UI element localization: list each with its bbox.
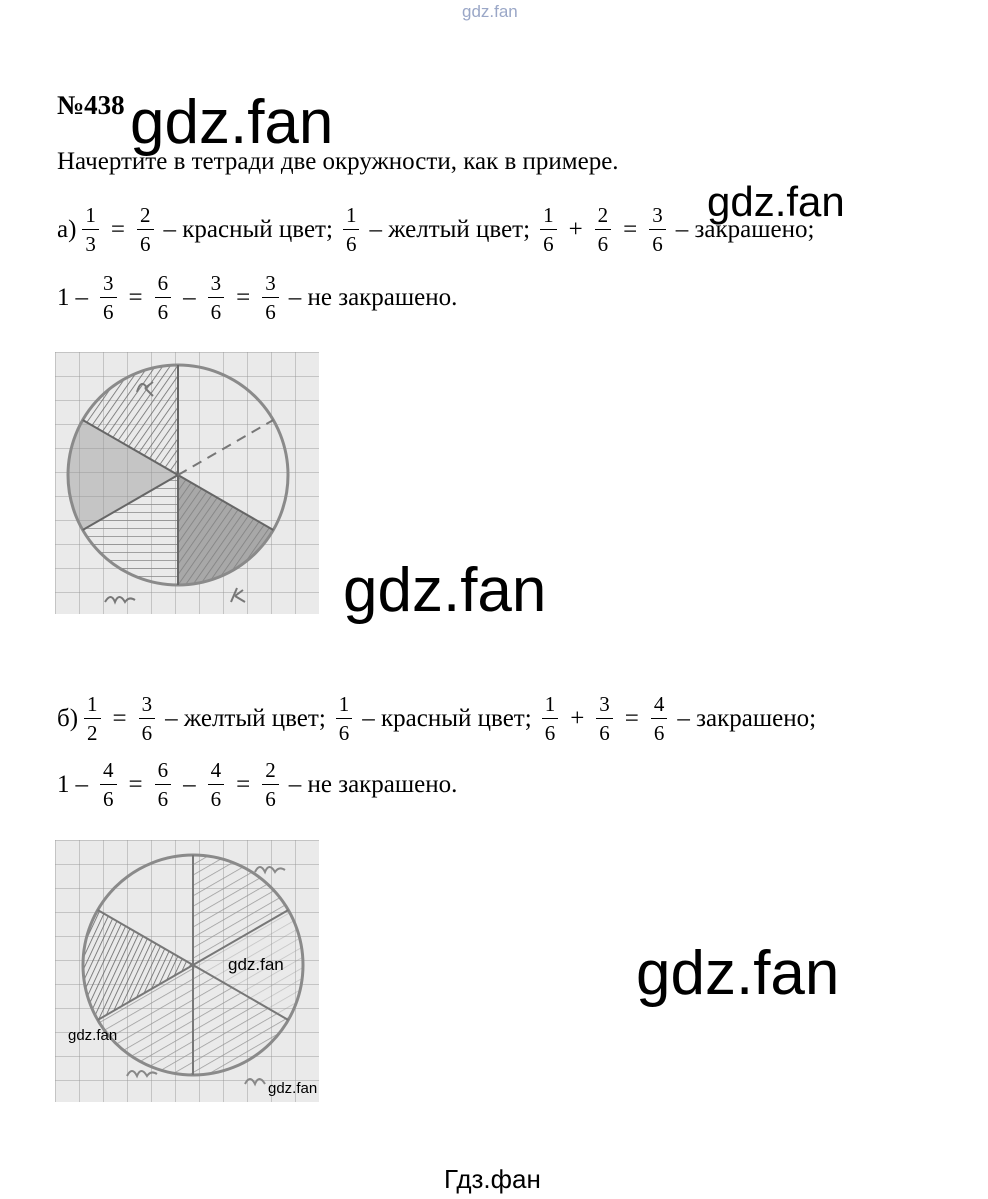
- circle-drawing-a: [55, 352, 319, 614]
- part-a-equation-line-2: 1 – $\frac{3}{6}$ = $\frac{6}{6}$ – $\frac{3}{6}$ = $\frac{3}{6}$ – не закрашено.: [57, 271, 458, 325]
- line-a-watermark: gdz.fan: [707, 178, 845, 225]
- fraction: $\frac{2}{6}$: [595, 204, 612, 255]
- middle-watermark: gdz.fan: [343, 556, 547, 625]
- fraction: $\frac{1}{2}$: [84, 693, 101, 744]
- fraction: $\frac{3}{6}$: [596, 693, 613, 744]
- problem-number: №438: [57, 90, 125, 120]
- problem-instruction: Начертите в тетради две окружности, как в примере.: [57, 148, 619, 175]
- footer-watermark: Гдз.фан: [444, 1164, 541, 1194]
- fraction: $\frac{3}{6}$: [262, 272, 279, 323]
- fraction: $\frac{6}{6}$: [155, 759, 172, 810]
- fraction: $\frac{4}{6}$: [100, 759, 117, 810]
- fraction: $\frac{1}{3}$: [82, 204, 99, 255]
- part-b-equation-line-1: б) $\frac{1}{2}$ = $\frac{3}{6}$ – желтый цвет; $\frac{1}{6}$ – красный цвет; $\frac{1}{6}$ + $\frac{3}{6}$ = $\frac{4}{6}$ – закрашено;: [57, 692, 817, 746]
- fraction: $\frac{3}{6}$: [208, 272, 225, 323]
- fraction: $\frac{2}{6}$: [262, 759, 279, 810]
- fraction: $\frac{3}{6}$: [100, 272, 117, 323]
- fraction: $\frac{2}{6}$: [137, 204, 154, 255]
- fraction: $\frac{3}{6}$: [649, 204, 666, 255]
- top-watermark: gdz.fan: [462, 2, 518, 21]
- part-b-equation-line-2: 1 – $\frac{4}{6}$ = $\frac{6}{6}$ – $\frac{4}{6}$ = $\frac{2}{6}$ – не закрашено.: [57, 758, 458, 812]
- fraction: $\frac{6}{6}$: [155, 272, 172, 323]
- figure-b-left-watermark: gdz.fan: [68, 1027, 118, 1044]
- fraction: $\frac{1}{6}$: [540, 204, 557, 255]
- part-a-label: а): [57, 215, 77, 243]
- fraction: $\frac{3}{6}$: [139, 693, 156, 744]
- fraction: $\frac{1}{6}$: [542, 693, 559, 744]
- fraction: $\frac{4}{6}$: [208, 759, 225, 810]
- circle-figure-b: [55, 840, 319, 1102]
- right-watermark: gdz.fan: [636, 939, 840, 1008]
- heading-watermark: gdz.fan: [130, 88, 334, 157]
- figure-b-bottom-watermark: gdz.fan: [268, 1080, 318, 1097]
- part-b-label: б): [57, 704, 79, 732]
- circle-figure-a: [55, 352, 319, 614]
- fraction: $\frac{4}{6}$: [651, 693, 668, 744]
- fraction: $\frac{1}{6}$: [343, 204, 360, 255]
- part-a-equation-line-1: а) $\frac{1}{3}$ = $\frac{2}{6}$ – красный цвет; $\frac{1}{6}$ – желтый цвет; $\frac{1}{6}$ + $\frac{2}{6}$ = $\frac{3}{6}$ – закрашено;: [57, 203, 815, 257]
- fraction: $\frac{1}{6}$: [336, 693, 353, 744]
- figure-b-center-watermark: gdz.fan: [228, 955, 284, 974]
